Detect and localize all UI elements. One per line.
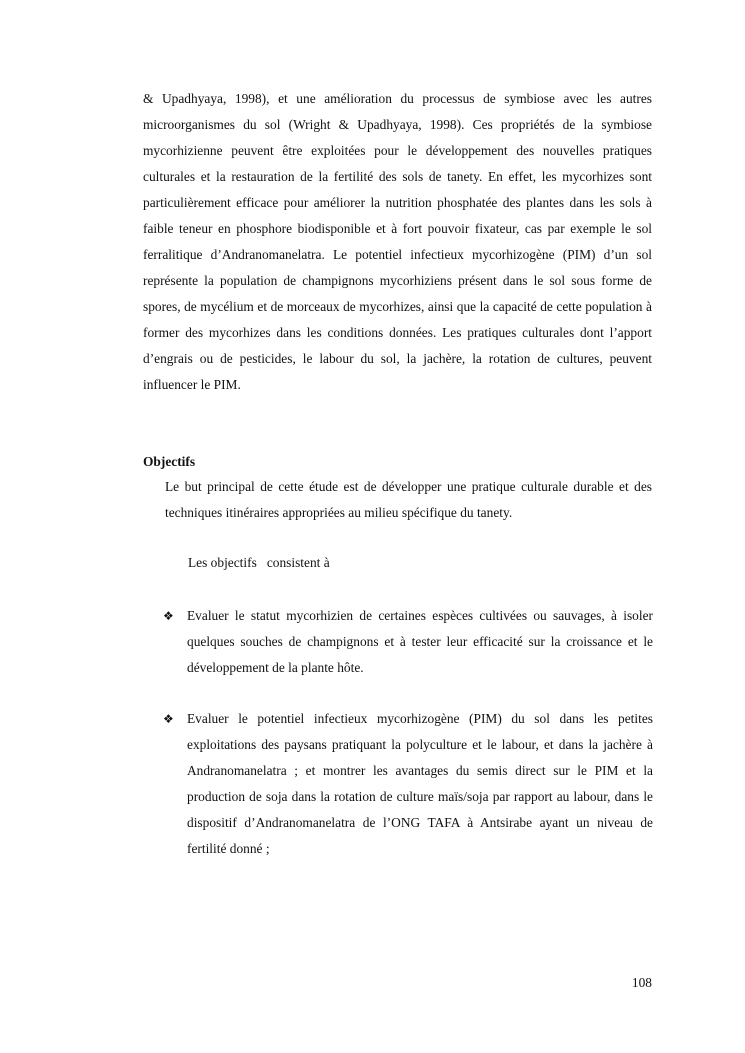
diamond-bullet-icon: ❖ — [163, 609, 174, 623]
diamond-bullet-icon: ❖ — [163, 712, 174, 726]
section-heading-objectifs: Objectifs — [143, 454, 196, 469]
bullet-text: Evaluer le potentiel infectieux mycorhizogène (PIM) du sol dans les petites exploitations des paysans pratiquant la polyculture et le labour, et dans la jachère à Andranomanelatra ; et montrer les avantages du semis direct sur le PIM et la production de soja dans la rotation de culture maïs/soja par rapport au labour, dans le dispositif d’Andranomanelatra de l’ONG TAFA à Antsirabe ayant un niveau de fertilité donné ; — [187, 711, 653, 856]
goal-paragraph: Le but principal de cette étude est de développer une pratique culturale durable et des techniques itinéraires appropriées au milieu spécifique du tanety. — [165, 479, 652, 520]
objectives-lead: Les objectifs consistent à — [188, 555, 330, 570]
bullet-text: Evaluer le statut mycorhizien de certaines espèces cultivées ou sauvages, à isoler quelques souches de champignons et à tester leur efficacité sur la croissance et le développement de la plante hôte. — [187, 608, 653, 675]
page-number: 108 — [631, 975, 652, 990]
intro-paragraph: & Upadhyaya, 1998), et une amélioration du processus de symbiose avec les autres microorganismes du sol (Wright & Upadhyaya, 1998). Ces propriétés de la symbiose mycorhizienne peuvent être exploitées pour le développement des nouvelles pratiques culturales et la restauration de la fertilité des sols de tanety. En effet, les mycorhizes sont particulièrement efficace pour améliorer la nutrition phosphatée des plantes dans les sols à faible teneur en phosphore biodisponible et à fort pouvoir fixateur, cas par exemple le sol ferralitique d’Andranomanelatra. Le potentiel infectieux mycorhizogène (PIM) d’un sol représente la population de champignons mycorhiziens présent dans le sol sous forme de spores, de mycélium et de morceaux de mycorhizes, ainsi que la capacité de cette population à former des mycorhizes dans les conditions données. Les pratiques culturales dont l’apport d’engrais ou de pesticides, le labour du sol, la jachère, la rotation de cultures, peuvent influencer le PIM. — [143, 91, 652, 392]
